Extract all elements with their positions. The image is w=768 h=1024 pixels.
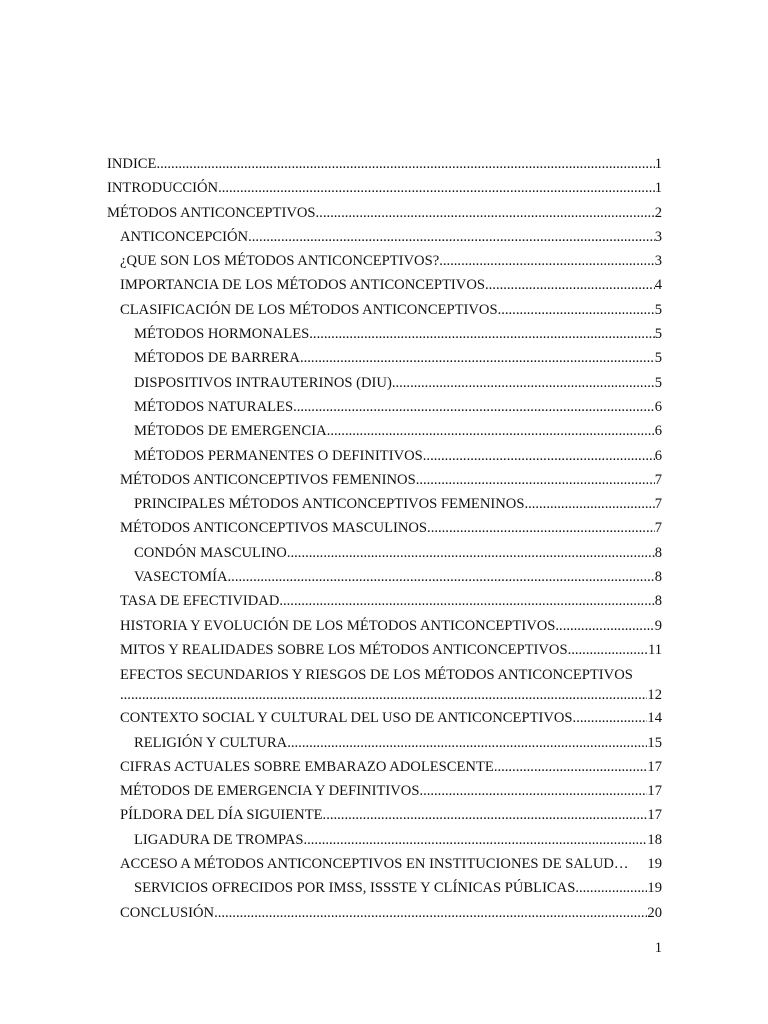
toc-entry-page: 4 <box>654 277 662 294</box>
toc-leader-dots <box>494 755 648 779</box>
toc-entry-title: CONTEXTO SOCIAL Y CULTURAL DEL USO DE ANTICONCEPTIVOS <box>120 710 573 727</box>
toc-entry[interactable] <box>107 614 662 638</box>
table-of-contents <box>107 152 662 925</box>
toc-entry-title: ACCESO A MÉTODOS ANTICONCEPTIVOS EN INSTITUCIONES DE SALUD <box>120 856 614 873</box>
toc-leader-dots <box>568 638 648 662</box>
toc-entry-page: 8 <box>654 569 662 586</box>
toc-leader-dots <box>156 152 654 176</box>
toc-entry-page: 17 <box>647 783 662 800</box>
toc-entry-page: 9 <box>654 617 662 634</box>
toc-leader-dots <box>279 589 654 613</box>
toc-entry-page: 6 <box>654 398 662 415</box>
toc-leader-dots <box>419 779 647 803</box>
toc-leader-dots <box>427 516 655 540</box>
toc-entry-title: MÉTODOS NATURALES <box>134 398 294 415</box>
toc-entry[interactable] <box>107 828 662 852</box>
toc-leader-dots <box>309 322 654 346</box>
toc-leader-dots <box>524 492 654 516</box>
toc-leader-dots <box>248 225 655 249</box>
toc-leader-dots <box>485 273 655 297</box>
toc-entry-page: 5 <box>654 301 662 318</box>
toc-entry[interactable] <box>107 589 662 613</box>
toc-entry-page: 7 <box>654 520 662 537</box>
toc-entry[interactable] <box>107 273 662 297</box>
toc-entry-continuation <box>120 685 662 705</box>
toc-entry[interactable] <box>107 852 662 876</box>
toc-leader-dots <box>316 201 655 225</box>
toc-entry[interactable] <box>107 152 662 176</box>
toc-entry-page: 1 <box>654 180 662 197</box>
toc-leader-dots <box>218 176 655 200</box>
toc-entry-page: 7 <box>654 496 662 513</box>
toc-entry-title: INTRODUCCIÓN <box>107 180 219 197</box>
toc-entry-title: MÉTODOS DE BARRERA <box>134 350 300 367</box>
toc-entry-title: RELIGIÓN Y CULTURA <box>134 734 288 751</box>
toc-leader-dots <box>439 249 655 273</box>
toc-entry-title: MÉTODOS DE EMERGENCIA <box>134 423 327 440</box>
toc-leader-dots <box>287 731 647 755</box>
toc-entry[interactable] <box>107 638 662 662</box>
toc-entry-title: VASECTOMÍA <box>134 569 228 586</box>
toc-entry[interactable] <box>107 565 662 589</box>
toc-leader-dots <box>214 901 647 925</box>
toc-leader-dots <box>498 298 655 322</box>
toc-entry-title: CIFRAS ACTUALES SOBRE EMBARAZO ADOLESCENTE <box>120 758 494 775</box>
toc-entry-title: CONCLUSIÓN <box>120 904 215 921</box>
toc-leader-dots <box>287 541 655 565</box>
toc-entry-page: 19 <box>647 856 662 873</box>
toc-entry[interactable] <box>107 516 662 540</box>
toc-entry-title: IMPORTANCIA DE LOS MÉTODOS ANTICONCEPTIVOS <box>120 277 485 294</box>
toc-entry-title: MÉTODOS ANTICONCEPTIVOS FEMENINOS <box>120 471 416 488</box>
toc-entry[interactable] <box>107 419 662 443</box>
toc-leader-dots <box>293 395 655 419</box>
toc-entry-page: 17 <box>647 758 662 775</box>
toc-entry[interactable] <box>107 468 662 492</box>
toc-entry[interactable] <box>107 201 662 225</box>
toc-leader-dots <box>327 419 655 443</box>
toc-leader-dots <box>228 565 655 589</box>
toc-entry[interactable] <box>107 779 662 803</box>
toc-entry-page: 17 <box>647 807 662 824</box>
toc-entry-title: CLASIFICACIÓN DE LOS MÉTODOS ANTICONCEPTIVOS <box>120 301 498 318</box>
toc-leader-dots <box>120 685 647 705</box>
toc-entry[interactable] <box>107 662 662 706</box>
toc-entry-title: SERVICIOS OFRECIDOS POR IMSS, ISSSTE Y CLÍNICAS PÚBLICAS <box>134 880 576 897</box>
toc-entry-page: 18 <box>647 831 662 848</box>
toc-entry-page: 5 <box>654 350 662 367</box>
toc-entry-title: INDICE <box>107 156 157 172</box>
toc-entry-page: 6 <box>654 423 662 440</box>
toc-entry-title: MITOS Y REALIDADES SOBRE LOS MÉTODOS ANTICONCEPTIVOS <box>120 641 568 658</box>
toc-entry-page: 8 <box>654 593 662 610</box>
page-number: 1 <box>654 940 662 956</box>
toc-entry[interactable] <box>107 541 662 565</box>
toc-leader-dots <box>423 444 655 468</box>
toc-entry[interactable] <box>107 322 662 346</box>
toc-leader-dots <box>575 876 647 900</box>
toc-entry-page: 7 <box>654 471 662 488</box>
toc-entry-title: PRINCIPALES MÉTODOS ANTICONCEPTIVOS FEMENINOS <box>134 496 525 513</box>
toc-entry-page: 12 <box>647 687 662 704</box>
toc-entry-page: 5 <box>654 326 662 343</box>
toc-entry-page: 11 <box>647 641 662 658</box>
toc-entry[interactable] <box>107 298 662 322</box>
toc-leader-dots <box>416 468 655 492</box>
toc-entry-title: MÉTODOS ANTICONCEPTIVOS <box>107 204 316 221</box>
toc-entry[interactable] <box>107 395 662 419</box>
toc-entry-title: MÉTODOS ANTICONCEPTIVOS MASCULINOS <box>120 520 428 537</box>
toc-leader-dots <box>300 346 655 370</box>
toc-entry[interactable] <box>107 346 662 370</box>
toc-entry-title: MÉTODOS PERMANENTES O DEFINITIVOS <box>134 447 423 464</box>
toc-leader-dots <box>323 803 648 827</box>
toc-entry[interactable] <box>107 176 662 200</box>
toc-leader-dots <box>555 614 654 638</box>
toc-entry[interactable] <box>107 706 662 730</box>
toc-entry[interactable] <box>107 371 662 395</box>
toc-entry-page: 2 <box>654 204 662 221</box>
toc-entry-title: CONDÓN MASCULINO <box>134 544 287 561</box>
toc-entry-page: 14 <box>647 710 662 727</box>
toc-entry-page: 20 <box>647 904 662 921</box>
toc-entry[interactable] <box>107 492 662 516</box>
toc-entry-title: HISTORIA Y EVOLUCIÓN DE LOS MÉTODOS ANTICONCEPTIVOS <box>120 617 556 634</box>
toc-entry-title: PÍLDORA DEL DÍA SIGUIENTE <box>120 807 323 824</box>
toc-leader-dots <box>573 706 648 730</box>
toc-entry-page: 6 <box>654 447 662 464</box>
toc-entry[interactable] <box>107 225 662 249</box>
toc-entry[interactable] <box>107 876 662 900</box>
toc-entry[interactable] <box>107 901 662 925</box>
toc-entry-page: 1 <box>654 156 662 172</box>
toc-entry-page: 3 <box>654 228 662 245</box>
toc-entry[interactable] <box>107 444 662 468</box>
toc-entry-page: 15 <box>647 734 662 751</box>
toc-entry-title: MÉTODOS HORMONALES <box>134 326 310 343</box>
toc-entry-title: LIGADURA DE TROMPAS <box>134 831 304 848</box>
toc-entry-page: 19 <box>647 880 662 897</box>
toc-ellipsis: … <box>613 856 629 873</box>
toc-entry[interactable] <box>107 803 662 827</box>
toc-entry-title: EFECTOS SECUNDARIOS Y RIESGOS DE LOS MÉTODOS ANTICONCEPTIVOS <box>120 667 633 684</box>
toc-entry-title: ¿QUE SON LOS MÉTODOS ANTICONCEPTIVOS? <box>120 253 440 270</box>
toc-entry-page: 8 <box>654 544 662 561</box>
toc-leader-dots <box>303 828 647 852</box>
toc-entry[interactable] <box>107 249 662 273</box>
toc-entry-page: 5 <box>654 374 662 391</box>
toc-entry-page: 3 <box>654 253 662 270</box>
toc-entry[interactable] <box>107 731 662 755</box>
toc-entry-title: MÉTODOS DE EMERGENCIA Y DEFINITIVOS <box>120 783 420 800</box>
toc-entry-title: TASA DE EFECTIVIDAD <box>120 593 280 610</box>
toc-entry-title: ANTICONCEPCIÓN <box>120 228 249 245</box>
toc-entry[interactable] <box>107 755 662 779</box>
toc-leader-dots <box>392 371 655 395</box>
toc-entry-title: DISPOSITIVOS INTRAUTERINOS (DIU) <box>134 374 392 391</box>
